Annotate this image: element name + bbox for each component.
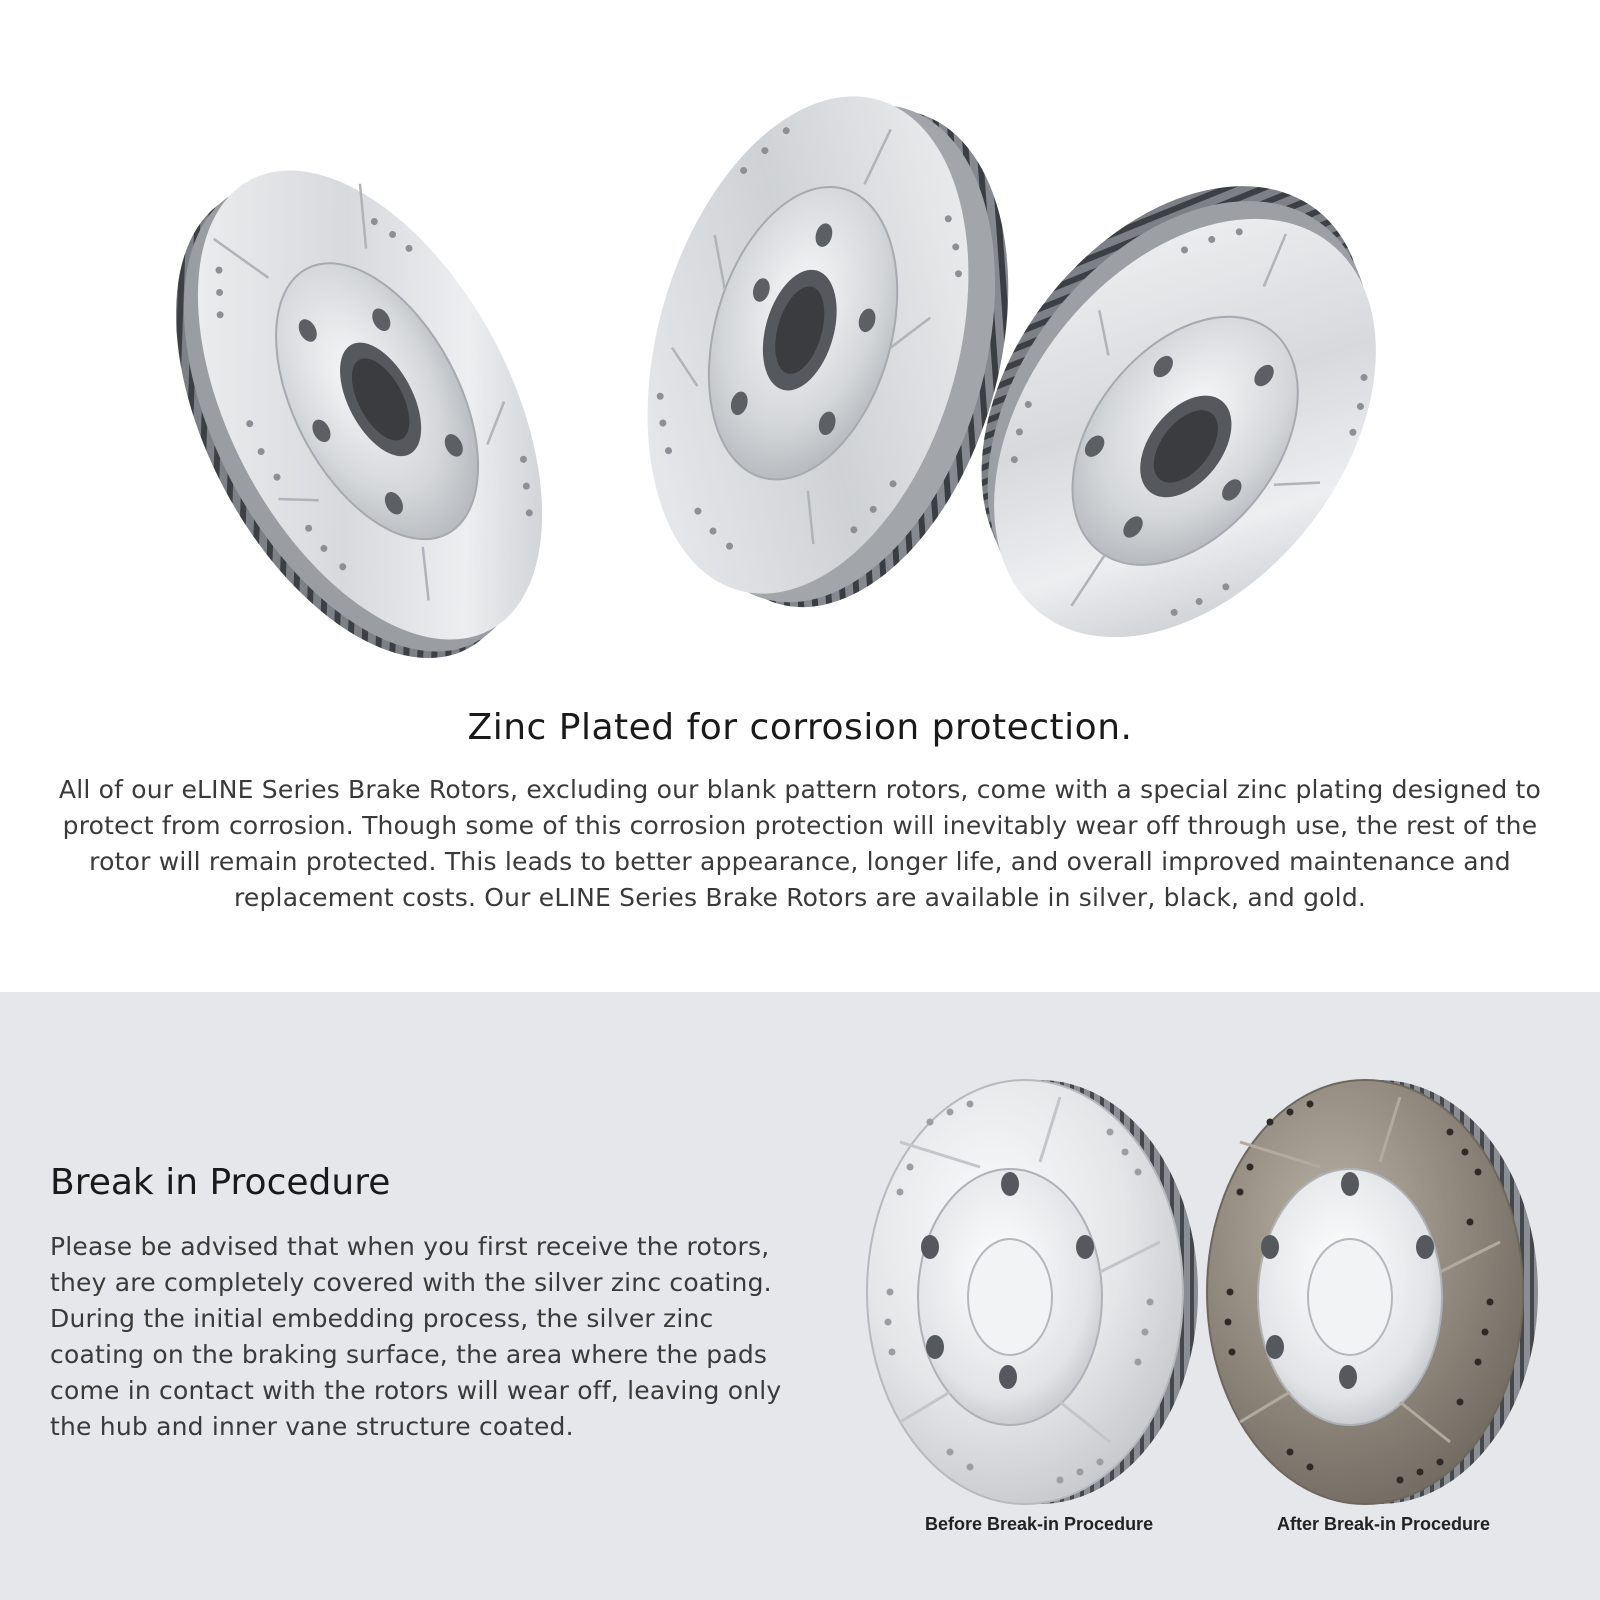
rotor-left-icon [102,114,616,700]
caption-before: Before Break-in Procedure [925,1514,1154,1534]
break-in-description: Please be advised that when you first receive the rotors, they are completely covered with the silver zinc coating. During the initial embedding process, the silver zinc coating on the braking surface, the area where the pads come in contact with the rotors will wear off, leaving only the hub and inner vane structure coated. [50,1232,782,1441]
break-in-comparison-image [860,1072,1560,1512]
rotor-before-icon [867,1080,1198,1504]
rotors-group-image [0,0,1600,700]
zinc-description: All of our eLINE Series Brake Rotors, excluding our blank pattern rotors, come with a special zinc plating designed to protect from corrosion. Though some of this corrosion protection will inevitably wear off through use, the rest of the rotor will remain protected. This leads to better appearance, longer life, and overall improved maintenance and replacement costs. Our eLINE Series Brake Rotors are available in silver, black, and gold. [58,775,1542,912]
rotor-middle-icon [593,59,1063,645]
zinc-title: Zinc Plated for corrosion protection. [467,707,1133,748]
break-in-section [0,992,1600,1600]
rotor-after-icon [1207,1080,1538,1504]
caption-after: After Break-in Procedure [1277,1514,1491,1534]
break-in-title: Break in Procedure [50,1162,391,1203]
